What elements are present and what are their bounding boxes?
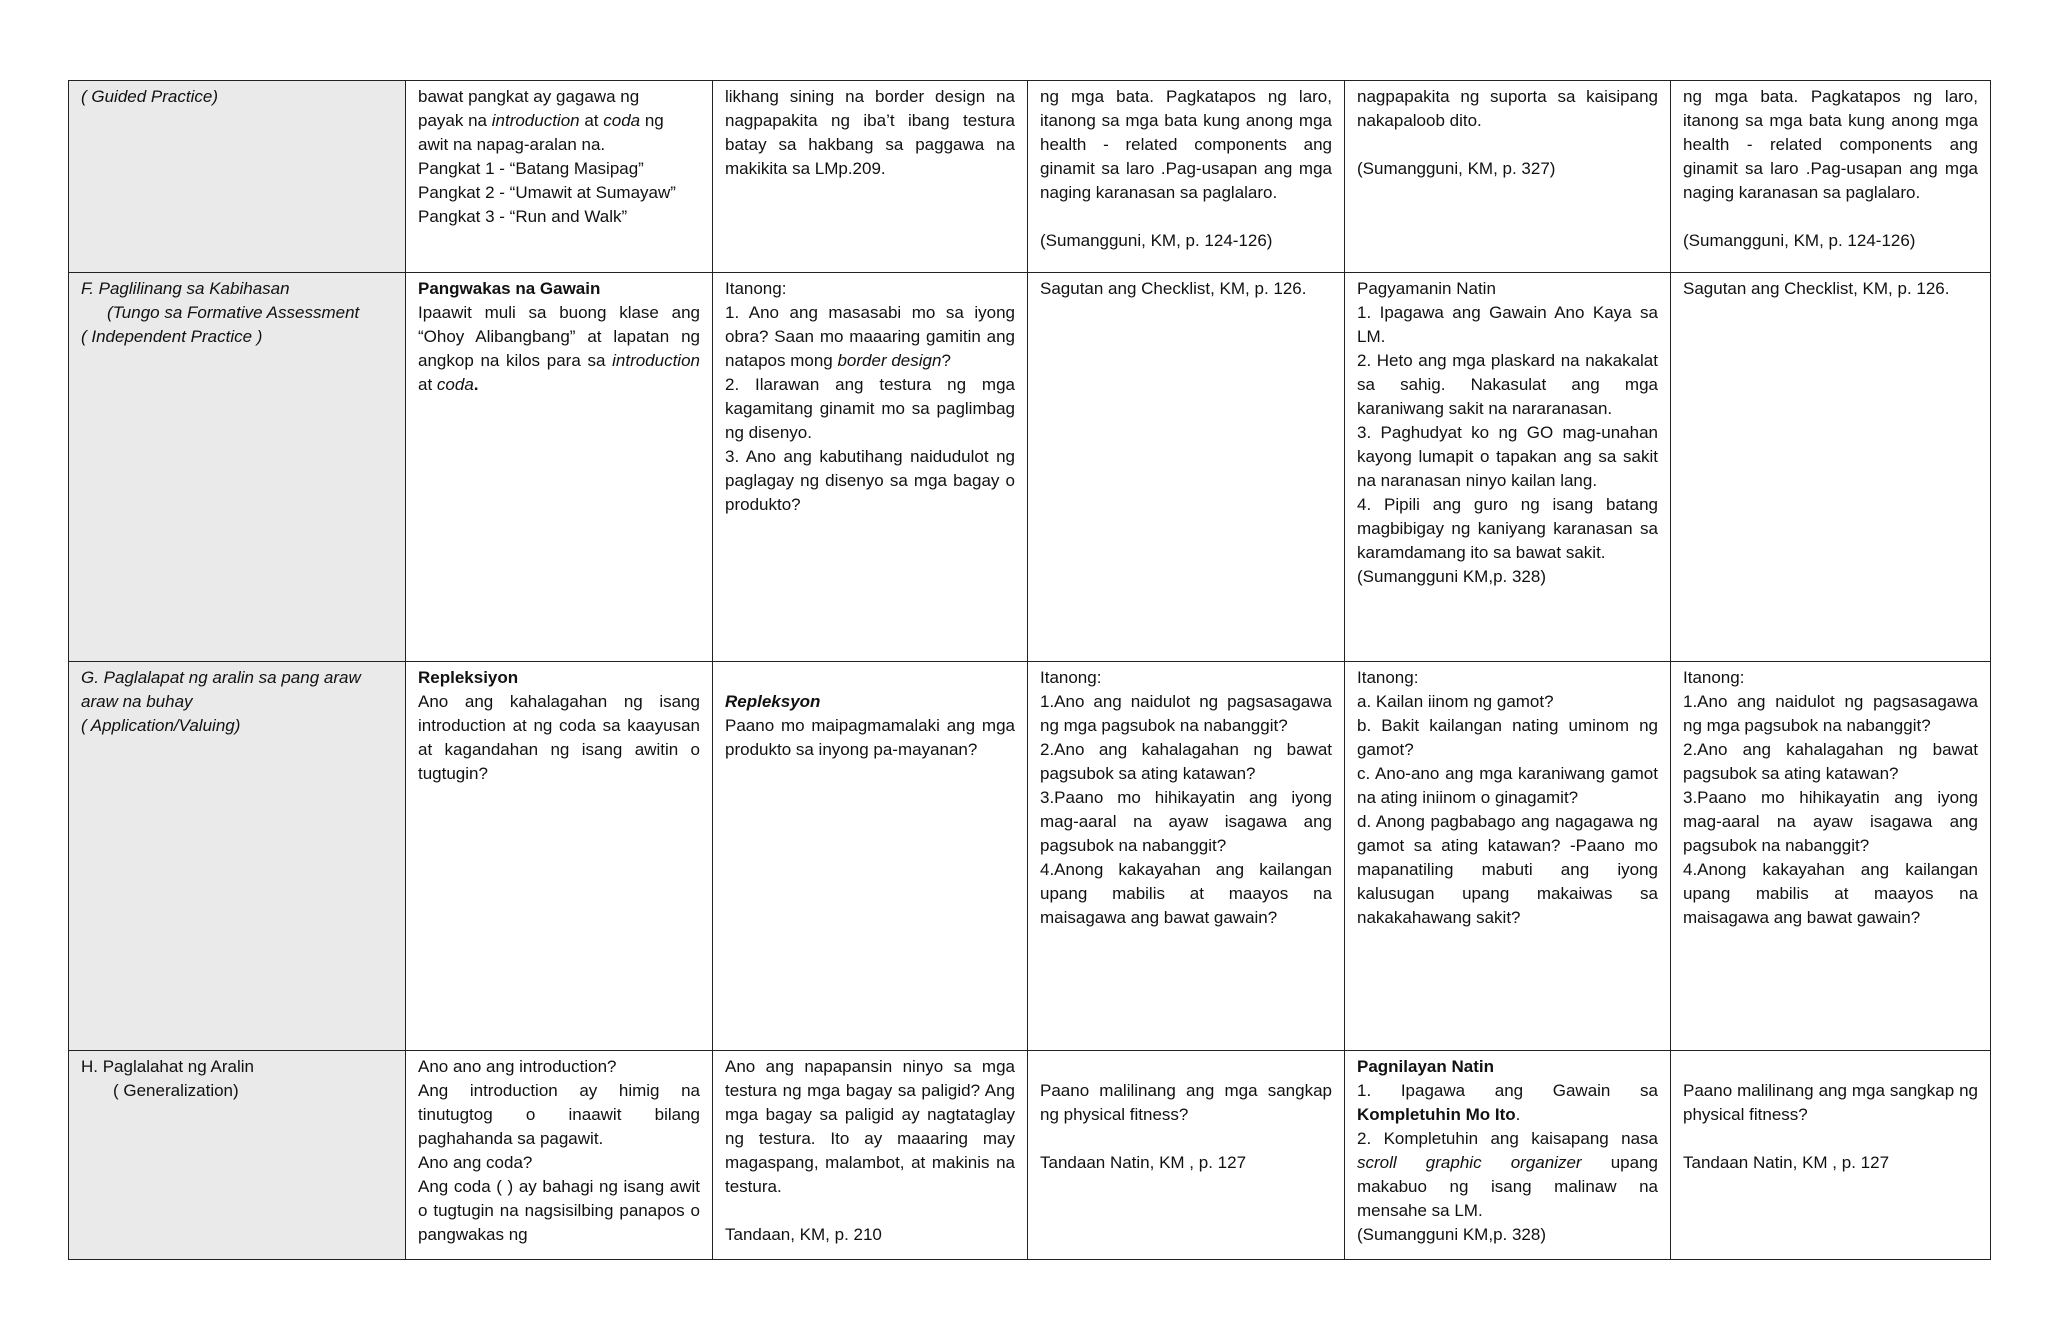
cell-music: bawat pangkat ay gagawa ng payak na introduction at coda ng awit na napag-aralan na. Pangkat 1 - “Batang Masipag” Pangkat 2 - “Umawit at Sumayaw” Pangkat 3 - “Run and Walk” bbox=[406, 81, 713, 273]
cell-pe-2: ng mga bata. Pagkatapos ng laro, itanong sa mga bata kung anong mga health - related components ang ginamit sa laro .Pag-usapan ang mga naging karanasan sa paglalaro. (Sumangguni, KM, p. 124-126) bbox=[1671, 81, 1991, 273]
cell-pe-2: Sagutan ang Checklist, KM, p. 126. bbox=[1671, 273, 1991, 662]
cell-arts: Itanong: 1. Ano ang masasabi mo sa iyong obra? Saan mo maaaring gamitin ang natapos mong border design? 2. Ilarawan ang testura ng mga kagamitang ginamit mo sa paglimbag ng disenyo. 3. Ano ang kabutihang naidudulot ng paglagay ng disenyo sa mga bagay o produkto? bbox=[713, 273, 1028, 662]
cell-music: Ano ano ang introduction? Ang introduction ay himig na tinutugtog o inaawit bilang paghahanda sa pagawit. Ano ang coda? Ang coda ( ) ay bahagi ng isang awit o tugtugin na nagsisilbing panapos o pangwakas ng bbox=[406, 1051, 713, 1260]
cell-health: nagpapakita ng suporta sa kaisipang nakapaloob dito. (Sumangguni, KM, p. 327) bbox=[1345, 81, 1671, 273]
cell-pe: ng mga bata. Pagkatapos ng laro, itanong sa mga bata kung anong mga health - related components ang ginamit sa laro .Pag-usapan ang mga naging karanasan sa paglalaro. (Sumangguni, KM, p. 124-126) bbox=[1028, 81, 1345, 273]
table-row bbox=[69, 1051, 1991, 1260]
row-label-guided-practice: ( Guided Practice) bbox=[69, 81, 406, 273]
cell-arts: likhang sining na border design na nagpapakita ng iba’t ibang testura batay sa hakbang sa paggawa na makikita sa LMp.209. bbox=[713, 81, 1028, 273]
row-label-independent-practice: F. Paglilinang sa Kabihasan (Tungo sa Formative Assessment ( Independent Practice ) bbox=[69, 273, 406, 662]
cell-pe: Paano malilinang ang mga sangkap ng physical fitness? Tandaan Natin, KM , p. 127 bbox=[1028, 1051, 1345, 1260]
cell-pe-2: Itanong: 1.Ano ang naidulot ng pagsasagawa ng mga pagsubok na nabanggit? 2.Ano ang kahalagahan ng bawat pagsubok sa ating katawan? 3.Paano mo hihikayatin ang iyong mag-aaral na ayaw isagawa ang pagsubok na nabanggit? 4.Anong kakayahan ang kailangan upang mabilis at maayos na maisagawa ang bawat gawain? bbox=[1671, 662, 1991, 1051]
row-label-generalization: H. Paglalahat ng Aralin ( Generalization) bbox=[69, 1051, 406, 1260]
row-label-application: G. Paglalapat ng aralin sa pang araw araw na buhay ( Application/Valuing) bbox=[69, 662, 406, 1051]
cell-pe-2: Paano malilinang ang mga sangkap ng physical fitness? Tandaan Natin, KM , p. 127 bbox=[1671, 1051, 1991, 1260]
cell-music: Repleksiyon Ano ang kahalagahan ng isang introduction at ng coda sa kaayusan at kagandahan ng isang awitin o tugtugin? bbox=[406, 662, 713, 1051]
table-row bbox=[69, 81, 1991, 273]
cell-health: Itanong: a. Kailan iinom ng gamot? b. Bakit kailangan nating uminom ng gamot? c. Ano-ano ang mga karaniwang gamot na ating iniinom o ginagamit? d. Anong pagbabago ang nagagawa ng gamot sa ating katawan? -Paano mo mapanatiling mabuti ang iyong kalusugan upang makaiwas sa nakakahawang sakit? bbox=[1345, 662, 1671, 1051]
table-row bbox=[69, 273, 1991, 662]
cell-music: Pangwakas na Gawain Ipaawit muli sa buong klase ang “Ohoy Alibangbang” at lapatan ng angkop na kilos para sa introduction at coda. bbox=[406, 273, 713, 662]
cell-arts: Ano ang napapansin ninyo sa mga testura ng mga bagay sa paligid? Ang mga bagay sa paligid ay nagtataglay ng testura. Ito ay maaaring may magaspang, malambot, at makinis na testura. Tandaan, KM, p. 210 bbox=[713, 1051, 1028, 1260]
cell-pe: Itanong: 1.Ano ang naidulot ng pagsasagawa ng mga pagsubok na nabanggit? 2.Ano ang kahalagahan ng bawat pagsubok sa ating katawan? 3.Paano mo hihikayatin ang iyong mag-aaral na ayaw isagawa ang pagsubok na nabanggit? 4.Anong kakayahan ang kailangan upang mabilis at maayos na maisagawa ang bawat gawain? bbox=[1028, 662, 1345, 1051]
table-row bbox=[69, 662, 1991, 1051]
cell-pe: Sagutan ang Checklist, KM, p. 126. bbox=[1028, 273, 1345, 662]
lesson-plan-table bbox=[68, 80, 1991, 1260]
cell-arts: Repleksyon Paano mo maipagmamalaki ang mga produkto sa inyong pa-mayanan? bbox=[713, 662, 1028, 1051]
cell-health: Pagyamanin Natin 1. Ipagawa ang Gawain Ano Kaya sa LM. 2. Heto ang mga plaskard na nakakalat sa sahig. Nakasulat ang mga karaniwang sakit na nararanasan. 3. Paghudyat ko ng GO mag-unahan kayong lumapit o tapakan ang sa sakit na naranasan ninyo kailan lang. 4. Pipili ang guro ng isang batang magbibigay ng kaniyang karanasan sa karamdamang ito sa bawat sakit. (Sumangguni KM,p. 328) bbox=[1345, 273, 1671, 662]
cell-health: Pagnilayan Natin 1. Ipagawa ang Gawain sa Kompletuhin Mo Ito. 2. Kompletuhin ang kaisapang nasa scroll graphic organizer upang makabuo ng isang malinaw na mensahe sa LM. (Sumangguni KM,p. 328) bbox=[1345, 1051, 1671, 1260]
